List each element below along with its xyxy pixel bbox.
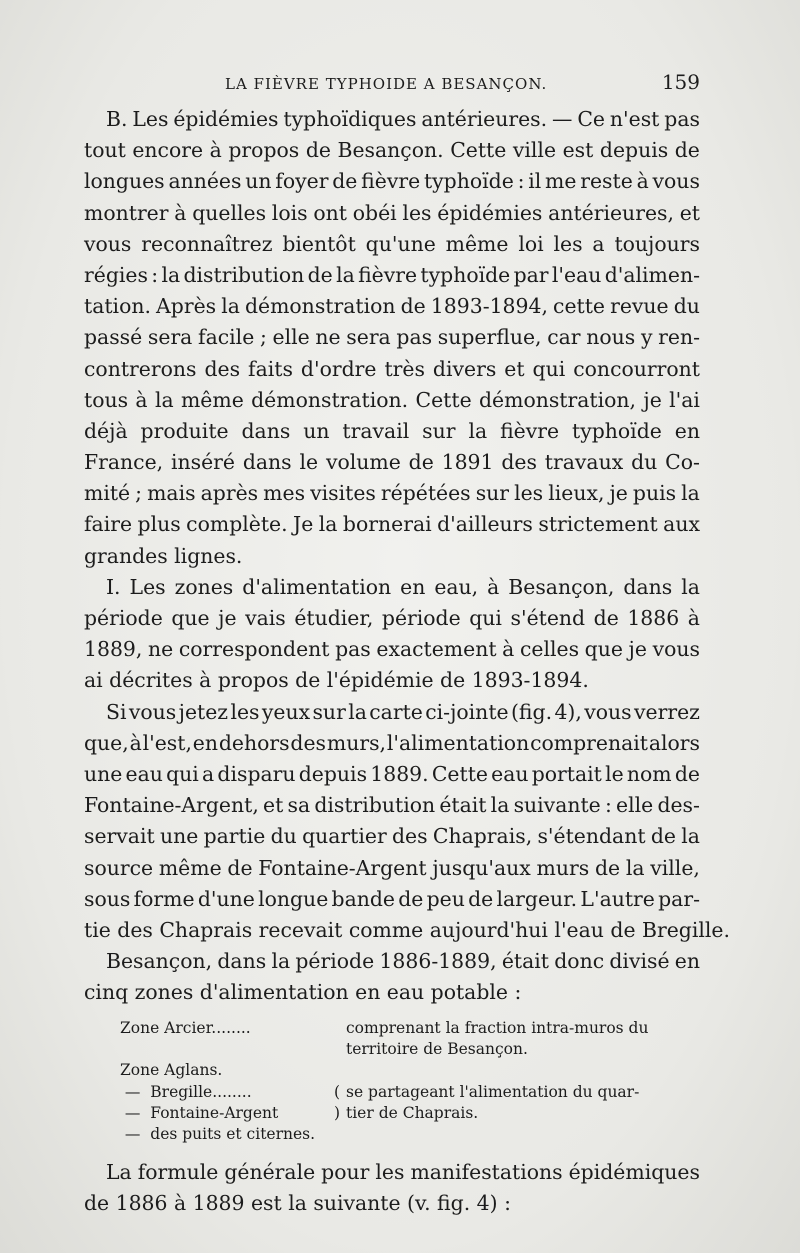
text-line: vous reconnaîtrez bientôt qu'une même loi les a toujours — [84, 231, 700, 256]
text-line: contrerons des faits d'ordre très divers et qui concourront — [84, 356, 700, 381]
brace-mark: ( — [333, 1082, 341, 1101]
text-line: 1889, ne correspondent pas exactement à celles que je vous — [84, 637, 700, 662]
text-line: tous à la même démonstration. Cette démonstration, je l'ai — [84, 387, 700, 412]
text-line: de 1886 à 1889 est la suivante (v. fig. 4) : — [84, 1191, 511, 1216]
paragraph-map-description — [84, 697, 730, 947]
text-line: montrer à quelles lois ont obéi les épidémies antérieures, et — [84, 200, 700, 225]
zones-table-row — [120, 1103, 680, 1124]
zones-table-row — [120, 1082, 680, 1103]
text-line: Fontaine-Argent, et sa distribution était la suivante : elle des- — [84, 793, 700, 818]
text-line: servait une partie du quartier des Chaprais, s'étendant de la — [84, 824, 700, 849]
text-line: source même de Fontaine-Argent jusqu'aux murs de la ville, — [84, 855, 700, 880]
text-line: Si vous jetez les yeux sur la carte ci-jointe (fig. 4), vous verrez — [106, 699, 700, 724]
text-line: La formule générale pour les manifestations épidémiques — [106, 1160, 700, 1184]
paragraph-earlier-epidemics — [84, 104, 700, 572]
paragraph-formula — [84, 1157, 700, 1219]
brace-mark — [328, 1060, 346, 1081]
paragraph-five-zones — [84, 946, 700, 1008]
zones-table-row — [120, 1124, 680, 1145]
paragraph-water-zones — [84, 572, 700, 697]
text-line: I. Les zones d'alimentation en eau, à Besançon, dans la — [106, 574, 700, 599]
zone-name: Zone Arcier........ — [120, 1019, 251, 1037]
zones-table-row — [120, 1060, 680, 1081]
text-line: sous forme d'une longue bande de peu de largeur. L'autre par- — [84, 886, 700, 911]
page-number: 159 — [661, 70, 700, 94]
text-line: grandes lignes. — [84, 543, 243, 568]
brace-mark — [328, 1124, 346, 1145]
brace-mark — [328, 1039, 346, 1060]
zones-table-row — [120, 1018, 680, 1039]
zone-description — [346, 1060, 680, 1081]
zones-table-row — [120, 1039, 680, 1060]
zone-name: Zone Aglans. — [120, 1061, 223, 1080]
zone-name: — Fontaine-Argent — [120, 1103, 279, 1122]
text-line: régies : la distribution de la fièvre typhoïde par l'eau d'alimen- — [84, 262, 700, 287]
zone-description: comprenant la fraction intra-muros du — [346, 1019, 649, 1037]
text-line: passé sera facile ; elle ne sera pas superflue, car nous y ren- — [84, 325, 700, 350]
running-title: LA FIÈVRE TYPHOIDE A BESANÇON. — [225, 75, 548, 93]
text-line: déjà produite dans un travail sur la fièvre typhoïde en — [84, 418, 700, 443]
text-line: faire plus complète. Je la bornerai d'ailleurs strictement aux — [84, 512, 700, 537]
text-line: tie des Chaprais recevait comme aujourd'hui l'eau de Bregille. — [84, 917, 730, 942]
text-line: une eau qui a disparu depuis 1889. Cette eau portait le nom de — [84, 761, 700, 786]
zones-table — [120, 1018, 680, 1145]
text-line: B. Les épidémies typhoïdiques antérieures. — Ce n'est pas — [106, 107, 700, 131]
zone-name — [120, 1039, 328, 1060]
text-line: longues années un foyer de fièvre typhoïde : il me reste à vous — [84, 169, 700, 194]
running-header — [225, 70, 700, 94]
text-line: France, inséré dans le volume de 1891 des travaux du Co- — [84, 450, 700, 475]
text-line: que, à l'est, en dehors des murs, l'alimentation comprenait alors — [84, 730, 700, 755]
zone-name: — des puits et citernes. — [120, 1124, 316, 1143]
text-line: tation. Après la démonstration de 1893-1894, cette revue du — [84, 294, 700, 319]
text-line: mité ; mais après mes visites répétées sur les lieux, je puis la — [84, 481, 700, 506]
brace-mark: ) — [333, 1103, 341, 1122]
text-line: tout encore à propos de Besançon. Cette ville est depuis de — [84, 138, 700, 163]
main-text — [84, 104, 730, 1008]
text-line: ai décrites à propos de l'épidémie de 1893-1894. — [84, 668, 589, 693]
brace-mark — [328, 1018, 346, 1039]
text-line: période que je vais étudier, période qui s'étend de 1886 à — [84, 606, 700, 630]
text-line: Besançon, dans la période 1886-1889, était donc divisé en — [106, 949, 700, 974]
zone-description: tier de Chaprais. — [346, 1103, 479, 1122]
zone-name: — Bregille........ — [120, 1082, 252, 1101]
zone-description: se partageant l'alimentation du quar- — [346, 1082, 640, 1101]
text-line: cinq zones d'alimentation en eau potable : — [84, 980, 522, 1005]
zone-description: territoire de Besançon. — [346, 1040, 528, 1059]
zone-description — [346, 1124, 680, 1145]
